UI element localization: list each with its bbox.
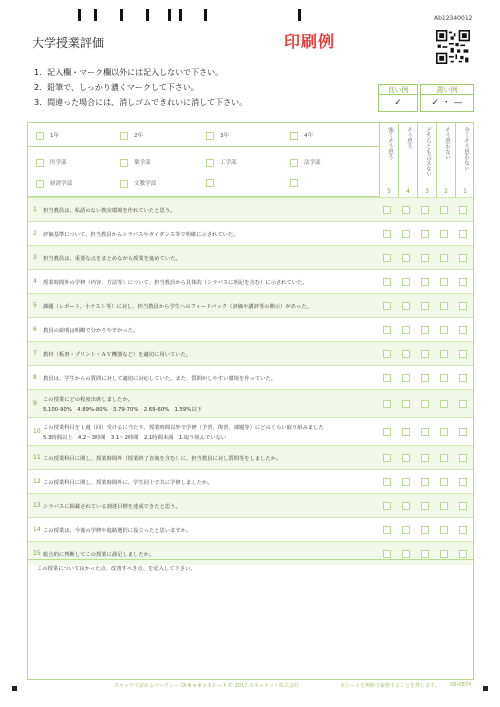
good-example-label: 良い例 [379, 85, 417, 95]
answer-bubble[interactable] [459, 502, 467, 510]
answer-bubble[interactable] [421, 374, 429, 382]
free-comment-box[interactable] [28, 559, 473, 680]
question-text: 教員の説明は明瞭で分かりやすかった。 [43, 328, 139, 334]
answer-bubble[interactable] [459, 350, 467, 358]
question-text: この授業にどの程度出席しましたか。 [43, 397, 134, 403]
question-text: この授業は、今後の学修や進路選択に役立ったと思いますか。 [43, 528, 192, 534]
checkbox[interactable] [120, 180, 128, 188]
question-row [28, 293, 473, 317]
answer-bubble[interactable] [459, 278, 467, 286]
question-text: 担当教員は、私語のない教室環境を作れていたと思う。 [43, 208, 176, 214]
answer-bubble[interactable] [459, 526, 467, 534]
question-number: 13 [33, 502, 41, 509]
question-number: 15 [33, 550, 41, 557]
free-comment-label: この授業について良かった点、改善すべき点、を記入して下さい。 [37, 566, 196, 572]
instruction-1: 1．記入欄・マーク欄以外には記入しないで下さい。 [34, 68, 224, 77]
answer-bubble[interactable] [440, 526, 448, 534]
question-text: 5.100-90% 4.89%-80% 3.79-70% 2.69-60% 1.59%以下 [43, 407, 202, 413]
question-number: 11 [33, 454, 41, 461]
question-row [28, 245, 473, 269]
question-row [28, 469, 473, 493]
question-text: この授業科目を１週（回）受けるに当たり、授業時間以外で学修（予習、復習、課題等）にどのくらい取り組みました [43, 425, 324, 431]
bad-example [420, 84, 474, 112]
question-row [28, 221, 473, 245]
answer-bubble[interactable] [440, 326, 448, 334]
qr-code-icon [436, 30, 470, 64]
answer-bubble[interactable] [440, 206, 448, 214]
answer-bubble[interactable] [402, 454, 410, 462]
checkbox[interactable] [206, 179, 214, 187]
answer-bubble[interactable] [421, 326, 429, 334]
timing-mark [204, 9, 207, 21]
question-text: この授業科目に関し、授業時間外に、学生同士で共に学修しましたか。 [43, 480, 213, 486]
answer-bubble[interactable] [440, 478, 448, 486]
faculty-option[interactable]: 工学部 [206, 158, 237, 167]
question-row [28, 389, 473, 417]
answer-bubble[interactable] [440, 374, 448, 382]
scale-header-1: 全くそう思わない 1 [455, 123, 474, 197]
timing-mark [78, 9, 81, 21]
answer-bubble[interactable] [402, 502, 410, 510]
checkbox[interactable] [120, 132, 128, 140]
question-row [28, 365, 473, 389]
answer-bubble[interactable] [421, 350, 429, 358]
answer-bubble[interactable] [402, 550, 410, 558]
question-row [28, 341, 473, 365]
answer-bubble[interactable] [402, 400, 410, 408]
answer-bubble[interactable] [402, 526, 410, 534]
form-id: Ab12340012 [434, 15, 473, 22]
question-text: 課題（レポート、小テスト等）に対し、担当教員から学生へのフィードバック（評価や講評等の開示）があった。 [43, 304, 312, 310]
page-title: 大学授業評価 [32, 36, 105, 50]
answer-bubble[interactable] [459, 206, 467, 214]
answer-bubble[interactable] [383, 550, 391, 558]
question-text: 評価基準について、担当教員からシラバスやガイダンス等で明確に示されていた。 [43, 232, 239, 238]
answer-bubble[interactable] [459, 454, 467, 462]
answer-bubble[interactable] [402, 254, 410, 262]
answer-bubble[interactable] [421, 550, 429, 558]
faculty-option[interactable]: 経済学部 [36, 179, 72, 188]
year-option[interactable]: 4年 [290, 131, 313, 140]
answer-bubble[interactable] [440, 230, 448, 238]
scale-header-3: どちらとも言えない 3 [417, 123, 436, 197]
year-option[interactable]: 2年 [120, 131, 143, 140]
answer-bubble[interactable] [440, 400, 448, 408]
answer-bubble[interactable] [440, 302, 448, 310]
answer-bubble[interactable] [402, 374, 410, 382]
question-number: 5 [33, 302, 37, 309]
answer-bubble[interactable] [383, 230, 391, 238]
survey-form [27, 122, 474, 680]
answer-bubble[interactable] [383, 428, 391, 436]
scale-header-2: そう思わない 2 [436, 123, 455, 197]
question-number: 9 [33, 400, 37, 407]
answer-bubble[interactable] [459, 254, 467, 262]
footer-code: SB-0874 [450, 682, 472, 688]
question-number: 10 [33, 428, 41, 435]
question-number: 8 [33, 374, 37, 381]
answer-bubble[interactable] [421, 302, 429, 310]
year-option[interactable]: 3年 [206, 131, 229, 140]
answer-bubble[interactable] [459, 326, 467, 334]
answer-bubble[interactable] [421, 254, 429, 262]
question-text: 5.3時間以上 4.2〜3時間 3.1〜2時間 2.1時間未満 1.取り組んでいない [43, 435, 227, 441]
year-section [28, 123, 379, 147]
print-sample-stamp: 印刷例 [284, 32, 336, 51]
checkbox[interactable] [290, 132, 298, 140]
question-number: 12 [33, 478, 41, 485]
answer-bubble[interactable] [383, 302, 391, 310]
registration-mark [483, 686, 488, 691]
answer-bubble[interactable] [440, 502, 448, 510]
answer-bubble[interactable] [440, 454, 448, 462]
checkbox[interactable] [290, 179, 298, 187]
question-text: 総合的に判断してこの授業に満足しましたか。 [43, 552, 155, 558]
answer-bubble[interactable] [459, 230, 467, 238]
question-number: 7 [33, 350, 37, 357]
answer-bubble[interactable] [459, 302, 467, 310]
timing-mark [168, 9, 171, 21]
answer-bubble[interactable] [421, 230, 429, 238]
footer-left: スキャナで読めるマークシート [114, 683, 185, 689]
registration-mark [12, 686, 17, 691]
question-row [28, 197, 473, 221]
answer-bubble[interactable] [402, 302, 410, 310]
answer-bubble[interactable] [402, 428, 410, 436]
footer-brand: スキャネットシート [182, 683, 228, 689]
faculty-option[interactable]: 薬学部 [120, 158, 151, 167]
checkbox[interactable] [36, 180, 44, 188]
question-number: 4 [33, 278, 37, 285]
question-row [28, 493, 473, 517]
instruction-3: 3．間違った場合には、消しゴムできれいに消して下さい。 [34, 98, 248, 107]
bad-example-label: 悪い例 [421, 85, 473, 95]
timing-mark [120, 9, 123, 21]
timing-mark [298, 9, 301, 21]
answer-bubble[interactable] [421, 478, 429, 486]
scale-header-5: 強くそう思う 5 [379, 123, 398, 197]
good-example [378, 84, 418, 112]
answer-bubble[interactable] [421, 400, 429, 408]
faculty-option[interactable]: 法学部 [290, 158, 321, 167]
footer-copyright: © 2017 スキャネット株式会社 [228, 683, 299, 689]
answer-bubble[interactable] [383, 374, 391, 382]
answer-bubble[interactable] [421, 454, 429, 462]
answer-bubble[interactable] [440, 428, 448, 436]
answer-bubble[interactable] [459, 550, 467, 558]
answer-bubble[interactable] [383, 454, 391, 462]
checkbox[interactable] [206, 159, 214, 167]
answer-bubble[interactable] [383, 502, 391, 510]
answer-bubble[interactable] [383, 278, 391, 286]
answer-bubble[interactable] [421, 278, 429, 286]
question-number: 1 [33, 206, 37, 213]
answer-bubble[interactable] [459, 478, 467, 486]
question-number: 14 [33, 526, 41, 533]
question-text: シラバスに掲載されている到達目標を達成できたと思う。 [43, 504, 181, 510]
question-text: この授業科目に関し、授業時間外（授業終了直後を含む）に、担当教員に対し質問等をしましたか。 [43, 456, 282, 462]
question-number: 6 [33, 326, 37, 333]
question-text: 担当教員は、重要な点をまとめながら授業を進めていた。 [43, 256, 181, 262]
answer-bubble[interactable] [402, 326, 410, 334]
timing-mark [146, 9, 149, 21]
checkbox[interactable] [206, 132, 214, 140]
answer-bubble[interactable] [383, 206, 391, 214]
timing-mark [179, 9, 182, 21]
answer-bubble[interactable] [383, 400, 391, 408]
answer-bubble[interactable] [421, 428, 429, 436]
answer-bubble[interactable] [383, 254, 391, 262]
answer-bubble[interactable] [383, 526, 391, 534]
answer-bubble[interactable] [402, 478, 410, 486]
answer-bubble[interactable] [383, 478, 391, 486]
question-number: 2 [33, 230, 37, 237]
answer-bubble[interactable] [440, 254, 448, 262]
question-row [28, 445, 473, 469]
answer-bubble[interactable] [402, 230, 410, 238]
answer-bubble[interactable] [383, 326, 391, 334]
instruction-2: 2．鉛筆で、しっかり濃くマークして下さい。 [34, 83, 199, 92]
checkbox[interactable] [36, 132, 44, 140]
answer-bubble[interactable] [421, 502, 429, 510]
scale-header-4: そう思う 4 [398, 123, 417, 197]
answer-bubble[interactable] [421, 526, 429, 534]
good-example-mark: ✓ [394, 98, 402, 108]
year-option[interactable]: 1年 [36, 131, 59, 140]
question-row [28, 269, 473, 293]
faculty-option[interactable] [206, 179, 220, 187]
answer-bubble[interactable] [459, 428, 467, 436]
question-text: 教員は、学生からの質問に対して適切に対応していた。また、質問がしやすい環境を作っていた。 [43, 376, 277, 382]
bad-example-mark: ✓ ・ — [431, 98, 463, 108]
question-text: 授業時間外の学修（内容、方法等）について、担当教員から具体的（シラバスに明記を含む）に示されていた。 [43, 280, 308, 286]
question-number: 3 [33, 254, 37, 261]
faculty-option[interactable]: 文教学部 [120, 179, 156, 188]
faculty-option[interactable] [290, 179, 304, 187]
answer-bubble[interactable] [459, 374, 467, 382]
checkbox[interactable] [120, 159, 128, 167]
question-row [28, 417, 473, 445]
answer-bubble[interactable] [402, 278, 410, 286]
timing-mark [94, 9, 97, 21]
answer-bubble[interactable] [402, 206, 410, 214]
faculty-section [28, 147, 379, 197]
answer-bubble[interactable] [440, 278, 448, 286]
footer-note: 本シートを無断で複製することを禁じます。 [340, 683, 440, 689]
answer-bubble[interactable] [383, 350, 391, 358]
answer-bubble[interactable] [421, 206, 429, 214]
question-row [28, 517, 473, 541]
faculty-option[interactable]: 医学部 [36, 158, 67, 167]
question-row [28, 317, 473, 341]
answer-bubble[interactable] [440, 350, 448, 358]
checkbox[interactable] [36, 159, 44, 167]
answer-bubble[interactable] [440, 550, 448, 558]
question-text: 教材（板書・プリント・ＡＶ機器など）を適切に用いていた。 [43, 352, 192, 358]
answer-bubble[interactable] [459, 400, 467, 408]
answer-bubble[interactable] [402, 350, 410, 358]
checkbox[interactable] [290, 159, 298, 167]
